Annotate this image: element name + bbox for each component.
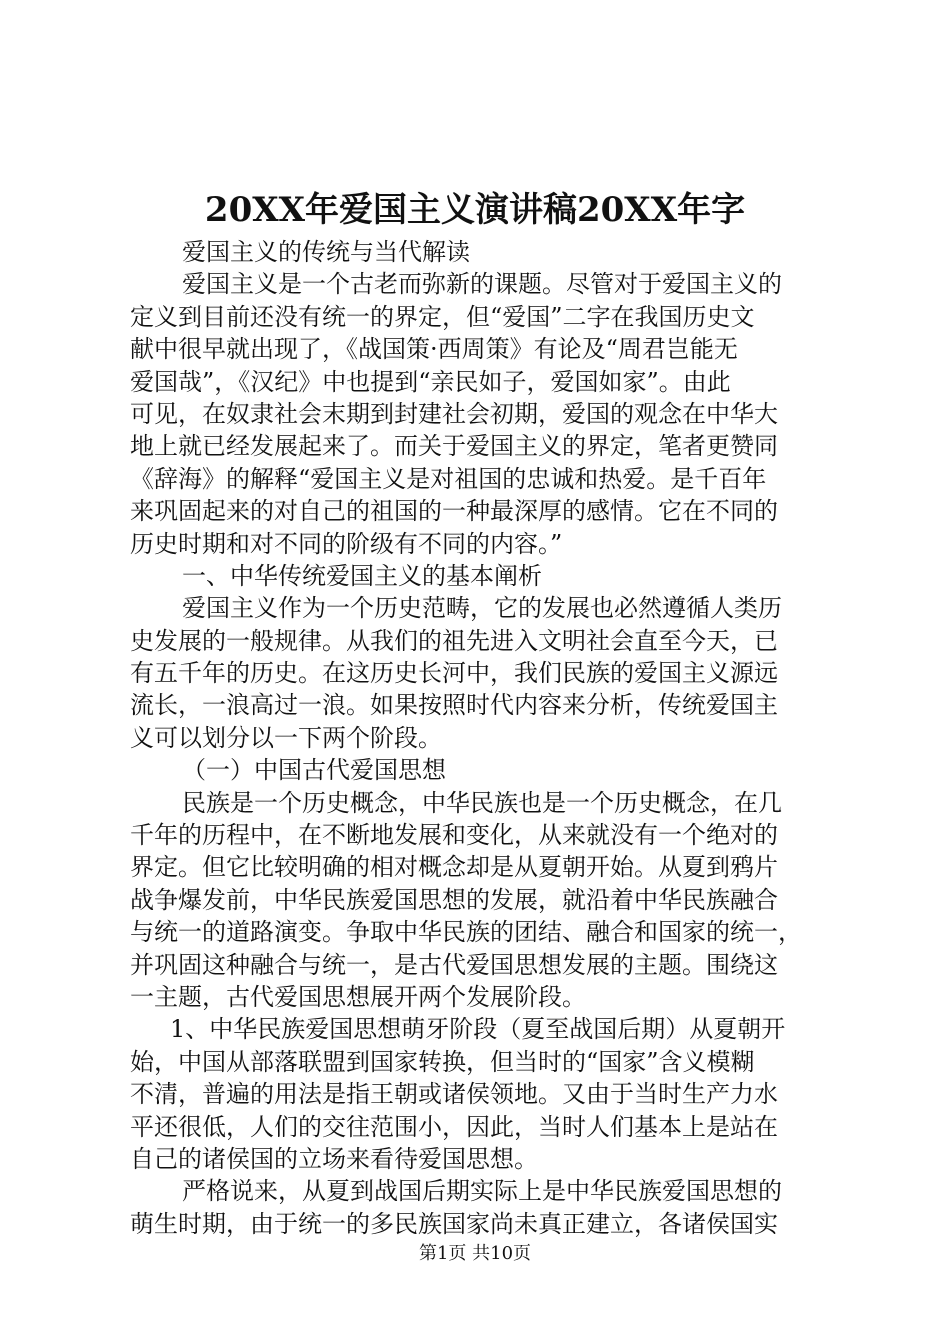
paragraph-line: 自己的诸侯国的立场来看待爱国思想。 <box>130 1144 538 1173</box>
paragraph-line: 千年的历程中，在不断地发展和变化，从来就没有一个绝对的 <box>130 821 778 850</box>
document-body <box>130 236 836 1240</box>
paragraph-line: 历史时期和对不同的阶级有不同的内容。” <box>130 529 563 558</box>
paragraph-line: 平还很低，人们的交往范围小，因此，当时人们基本上是站在 <box>130 1112 778 1141</box>
paragraph-line: 地上就已经发展起来了。而关于爱国主义的界定，笔者更赞同 <box>130 432 778 461</box>
subsection-heading: （一）中国古代爱国思想 <box>182 756 446 785</box>
paragraph-line: 定义到目前还没有统一的界定，但“爱国”二字在我国历史文 <box>130 302 755 331</box>
paragraph-line: 一主题，古代爱国思想展开两个发展阶段。 <box>130 982 586 1011</box>
paragraph-line: 《辞海》的解释“爱国主义是对祖国的忠诚和热爱。是千百年 <box>130 464 767 493</box>
paragraph-line: 爱国主义是一个古老而弥新的课题。尽管对于爱国主义的 <box>182 270 782 299</box>
paragraph-line: 萌生时期，由于统一的多民族国家尚未真正建立，各诸侯国实 <box>130 1209 778 1238</box>
paragraph-line: 与统一的道路演变。争取中华民族的团结、融合和国家的统一， <box>130 918 802 947</box>
paragraph-line: 界定。但它比较明确的相对概念却是从夏朝开始。从夏到鸦片 <box>130 853 778 882</box>
document-title: 20XX年爱国主义演讲稿20XX年字 <box>204 190 746 230</box>
paragraph-line: 1、中华民族爱国思想萌牙阶段（夏至战国后期）从夏朝开 <box>170 1015 786 1044</box>
paragraph-line: 民族是一个历史概念，中华民族也是一个历史概念，在几 <box>182 788 782 817</box>
paragraph-line: 史发展的一般规律。从我们的祖先进入文明社会直至今天，已 <box>130 626 778 655</box>
paragraph-line: 献中很早就出现了，《战国策·西周策》有论及“周君岂能无 <box>130 335 738 364</box>
paragraph-line: 义可以划分以一下两个阶段。 <box>130 723 442 752</box>
paragraph-line: 爱国主义作为一个历史范畴，它的发展也必然遵循人类历 <box>182 594 782 623</box>
paragraph-line: 并巩固这种融合与统一，是古代爱国思想发展的主题。围绕这 <box>130 950 778 979</box>
page-number-footer: 第1页 共10页 <box>418 1243 532 1264</box>
section-heading: 爱国主义的传统与当代解读 <box>182 238 470 266</box>
paragraph-line: 可见，在奴隶社会末期到封建社会初期，爱国的观念在中华大 <box>130 399 778 428</box>
paragraph-line: 始，中国从部落联盟到国家转换，但当时的“国家”含义模糊 <box>130 1047 755 1076</box>
paragraph-line: 流长，一浪高过一浪。如果按照时代内容来分析，传统爱国主 <box>130 691 778 720</box>
paragraph-line: 有五千年的历史。在这历史长河中，我们民族的爱国主义源远 <box>130 659 778 688</box>
paragraph-line: 严格说来，从夏到战国后期实际上是中华民族爱国思想的 <box>182 1177 782 1206</box>
paragraph-line: 战争爆发前，中华民族爱国思想的发展，就沿着中华民族融合 <box>130 885 778 914</box>
paragraph-line: 爱国哉”，《汉纪》中也提到“亲民如子，爱国如家”。由此 <box>130 367 731 396</box>
section-heading: 一、中华传统爱国主义的基本阐析 <box>182 561 542 590</box>
paragraph-line: 不清，普遍的用法是指王朝或诸侯领地。又由于当时生产力水 <box>130 1080 778 1109</box>
paragraph-line: 来巩固起来的对自己的祖国的一种最深厚的感情。它在不同的 <box>130 497 778 526</box>
